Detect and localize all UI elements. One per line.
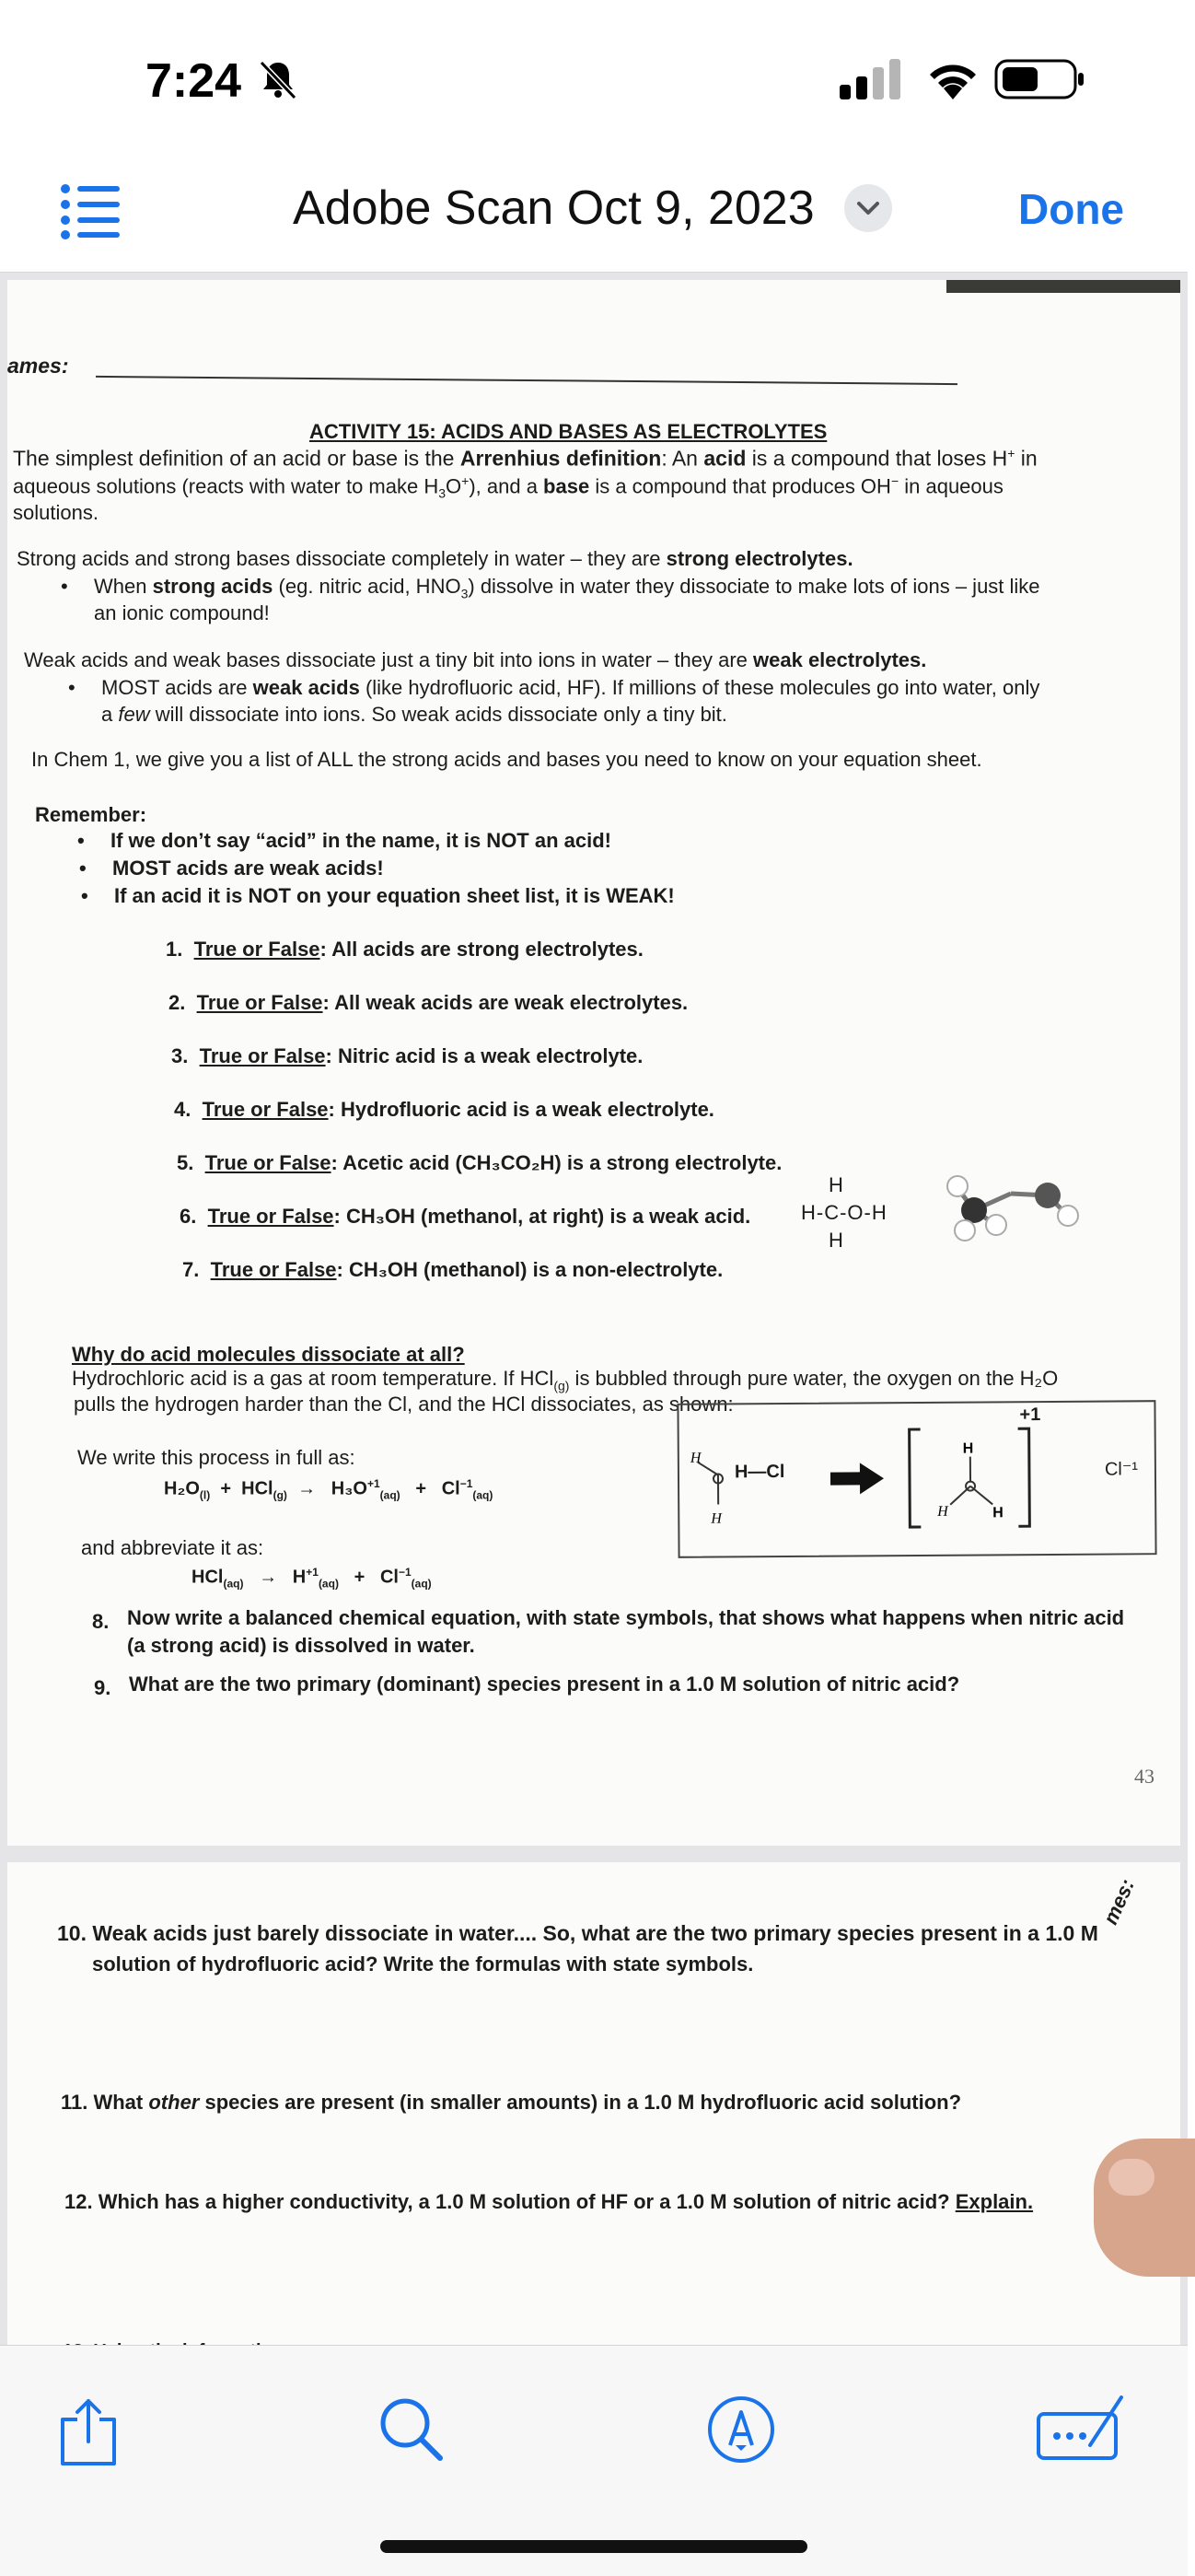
tf-question-4: 4. True or False: Hydrofluoric acid is a weak electrolyte. (174, 1098, 714, 1122)
why-line-2: pulls the hydrogen harder than the Cl, and the HCl dissociates, as shown: (74, 1393, 734, 1416)
intro-line-3: solutions. (13, 501, 99, 525)
question-9-num: 9. (94, 1676, 110, 1700)
signal-icon (840, 59, 904, 99)
document-title[interactable]: Adobe Scan Oct 9, 2023 (293, 181, 815, 236)
methanol-struct-mid: H-C-O-H (801, 1201, 888, 1225)
question-8-line-2: (a strong acid) is dissolved in water. (127, 1634, 475, 1658)
tf-question-2: 2. True or False: All weak acids are weak electrolytes. (168, 991, 688, 1015)
photo-edge (946, 280, 1180, 293)
wifi-icon (925, 57, 980, 99)
names-label-corner: mes: (1098, 1875, 1140, 1928)
svg-text:H: H (936, 1504, 949, 1520)
home-indicator[interactable] (380, 2540, 807, 2553)
done-button[interactable]: Done (1018, 184, 1124, 234)
status-bar (0, 0, 1188, 157)
why-line-1: Hydrochloric acid is a gas at room temperature. If HCl$_{(g)}$ is bubbled through pure water, the oxygen on the H₂O (72, 1367, 1167, 1393)
methanol-struct-bot: H (829, 1229, 843, 1253)
names-line (96, 376, 957, 385)
methanol-struct-top: H (829, 1173, 843, 1197)
scan-pages-viewer[interactable] (0, 273, 1188, 2345)
nav-bar (0, 157, 1188, 273)
question-10-line-1: 10. Weak acids just barely dissociate in water.... So, what are the two primary species present in a 1.0 M (57, 1921, 1162, 1946)
svg-text:H: H (690, 1451, 702, 1466)
svg-text:H: H (963, 1441, 974, 1457)
svg-text:H: H (710, 1510, 723, 1526)
equation-abbrev: HCl$_{(aq)}$ → $H^{+1}_{(aq)}$ + $Cl^{-1}_{(aq)}$ (191, 1566, 432, 1591)
weak-acids-bullet-cont: a few will dissociate into ions. So weak acids dissociate only a tiny bit. (101, 703, 727, 727)
tf-question-3: 3. True or False: Nitric acid is a weak electrolyte. (171, 1044, 643, 1068)
finger-in-photo (1094, 2139, 1195, 2277)
names-label: ames: (7, 354, 68, 379)
chevron-down-icon (844, 184, 892, 232)
scan-page-2 (7, 1862, 1180, 2360)
question-8-line-1: Now write a balanced chemical equation, with state symbols, that shows what happens when nitric acid (127, 1606, 1158, 1630)
reaction-arrow-icon (830, 1463, 884, 1494)
question-11: 11. What other species are present (in smaller amounts) in a 1.0 M hydrofluoric acid solution? (61, 2091, 1166, 2115)
why-heading: Why do acid molecules dissociate at all? (72, 1343, 465, 1367)
question-12: 12. Which has a higher conductivity, a 1.0 M solution of HF or a 1.0 M solution of nitric acid? Explain. (64, 2190, 1169, 2214)
remember-label: Remember: (35, 803, 146, 827)
page-number: 43 (1134, 1765, 1154, 1789)
chloride-ion-label: Cl⁻¹ (1105, 1457, 1138, 1480)
status-time: 7:24 (145, 53, 241, 109)
page-list-icon[interactable] (59, 182, 122, 239)
strong-acids-bullet: • When strong acids (eg. nitric acid, $HNO_3$) dissolve in water they dissociate to make lots of ions – just like (94, 575, 1153, 600)
write-full-label: We write this process in full as: (77, 1446, 355, 1470)
title-dropdown-button[interactable] (844, 184, 892, 232)
fingernail-in-photo (1108, 2159, 1154, 2196)
remember-item: • MOST acids are weak acids! (112, 857, 384, 880)
markup-icon[interactable] (705, 2394, 777, 2465)
scan-page-1 (7, 280, 1180, 1846)
remember-item: • If an acid it is NOT on your equation sheet list, it is WEAK! (114, 884, 675, 908)
svg-text:H: H (992, 1505, 1004, 1521)
tf-question-7: 7. True or False: CH₃OH (methanol) is a non-electrolyte. (182, 1258, 723, 1282)
activity-title: ACTIVITY 15: ACIDS AND BASES AS ELECTROLYTES (309, 420, 827, 444)
strong-electrolytes-line: Strong acids and strong bases dissociate completely in water – they are strong electrolytes. (17, 547, 853, 571)
intro-line-1: The simplest definition of an acid or base is the Arrenhius definition: An acid is a compound that loses H+ in (13, 446, 1173, 472)
hydronium-charge: +1 (1019, 1405, 1040, 1426)
share-icon[interactable] (57, 2397, 120, 2467)
tf-question-1: 1. True or False: All acids are strong electrolytes. (166, 938, 644, 962)
strong-acids-bullet-cont: an ionic compound! (94, 601, 270, 625)
methanol-model-image (937, 1166, 1085, 1240)
tf-question-6: 6. True or False: CH₃OH (methanol, at right) is a weak acid. (180, 1205, 750, 1229)
abbrev-label: and abbreviate it as: (81, 1536, 263, 1560)
search-icon[interactable] (377, 2395, 446, 2464)
chem1-line: In Chem 1, we give you a list of ALL the strong acids and bases you need to know on your equation sheet. (31, 748, 982, 772)
question-9-text: What are the two primary (dominant) species present in a 1.0 M solution of nitric acid? (129, 1673, 959, 1696)
intro-line-2: aqueous solutions (reacts with water to make $H_3O^+$), and a base is a compound that produces OH− in aqueous (13, 473, 1173, 501)
equation-full: $H_2O_{(l)} + HCl_{(g)}$ → $H_3O^{+1}_{(aq)}$ + $Cl^{-1}_{(aq)}$ (164, 1477, 493, 1502)
battery-icon (994, 59, 1086, 99)
remember-item: • If we don’t say “acid” in the name, it is NOT an acid! (110, 829, 611, 853)
weak-acids-bullet: • MOST acids are weak acids (like hydrofluoric acid, HF). If millions of these molecules go into water, only (101, 676, 1160, 700)
hydronium-ion-drawing (900, 1416, 1039, 1545)
tf-question-5: 5. True or False: Acetic acid (CH₃CO₂H) is a strong electrolyte. (177, 1151, 782, 1175)
signature-icon[interactable] (1035, 2394, 1127, 2462)
question-8-num: 8. (92, 1610, 109, 1634)
bell-slash-icon (256, 57, 300, 101)
dissociation-diagram (677, 1400, 1156, 1558)
weak-electrolytes-line: Weak acids and weak bases dissociate just a tiny bit into ions in water – they are weak electrolytes. (24, 648, 926, 672)
hcl-molecule-label: H—Cl (735, 1462, 785, 1483)
question-10-line-2: solution of hydrofluoric acid? Write the formulas with state symbols. (92, 1952, 753, 1976)
